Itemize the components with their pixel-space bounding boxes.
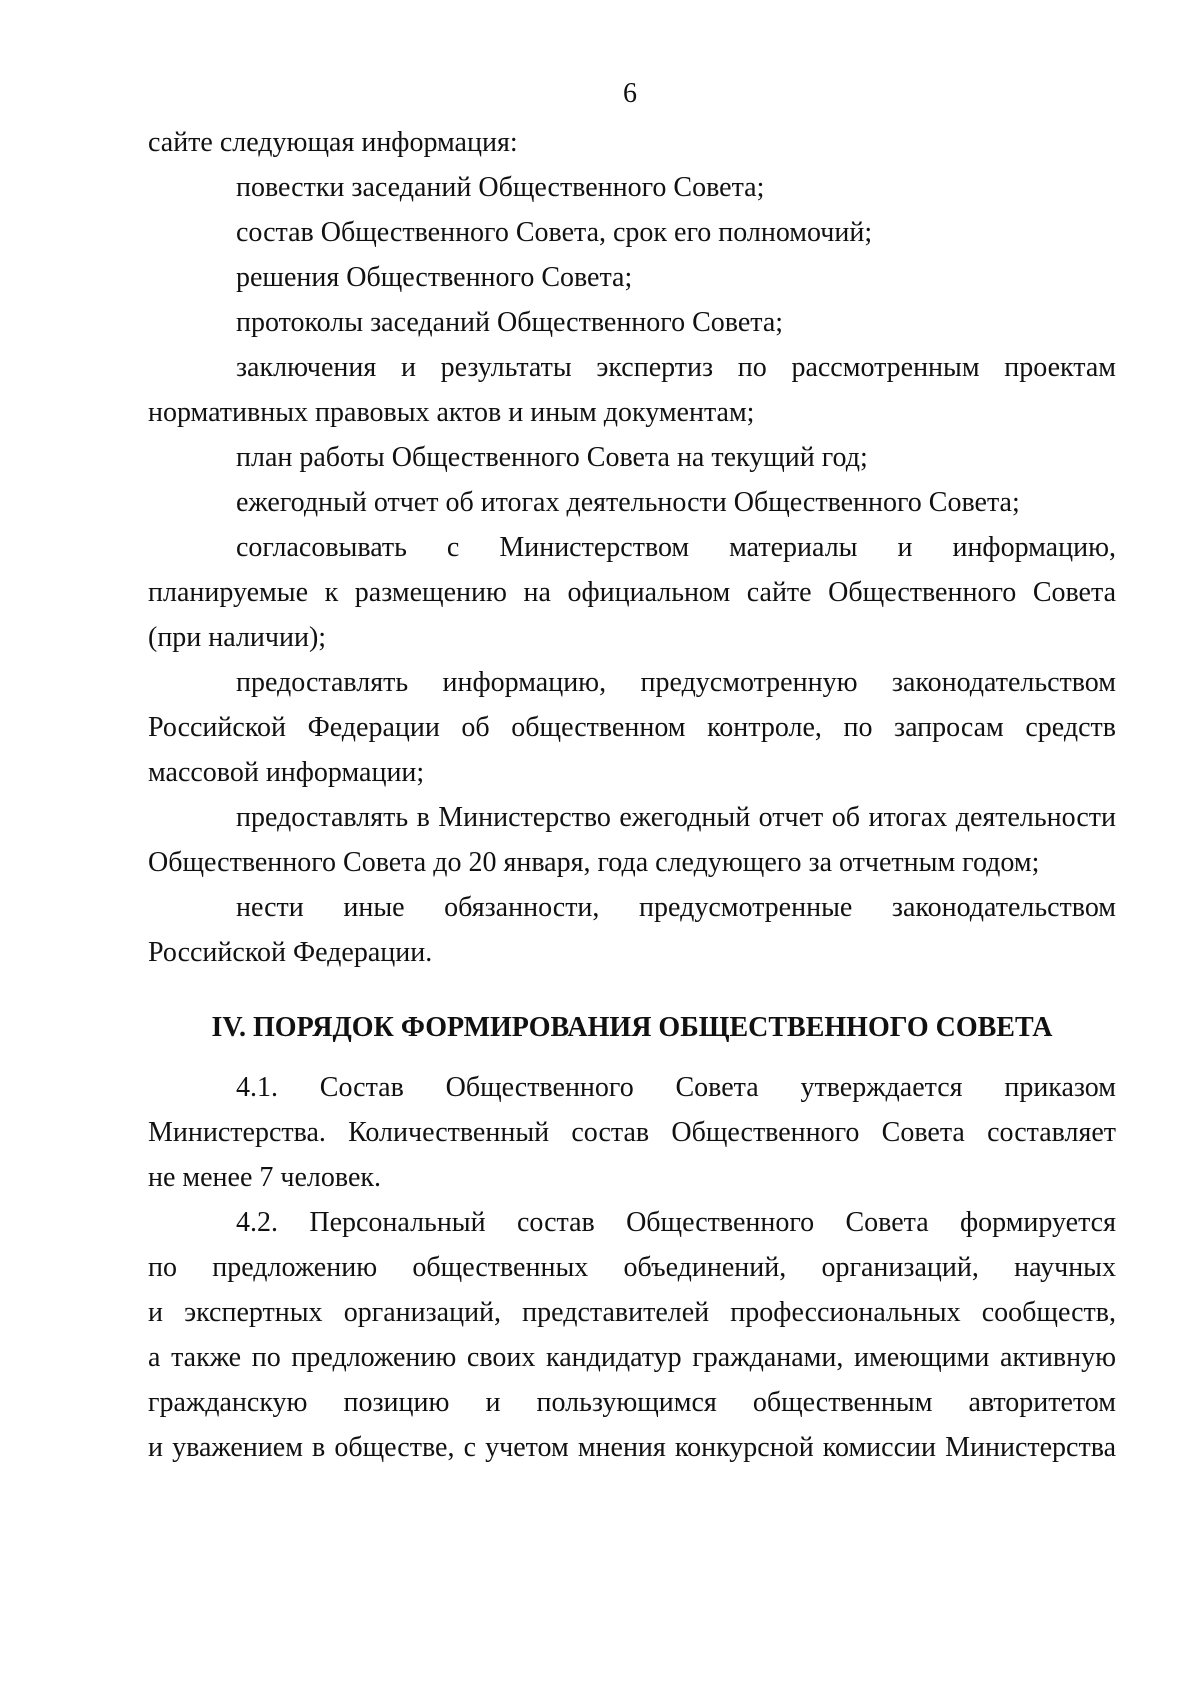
text-line: массовой информации; xyxy=(148,757,425,788)
text-line: планируемые к размещению на официальном сайте Общественного Совета xyxy=(148,577,1116,608)
text-line: нормативных правовых актов и иным документам; xyxy=(148,397,755,428)
text-line: протоколы заседаний Общественного Совета; xyxy=(236,307,784,338)
text-line: нести иные обязанности, предусмотренные законодательством xyxy=(236,892,1116,923)
page-number: 6 xyxy=(623,78,637,109)
text-line: ежегодный отчет об итогах деятельности Общественного Совета; xyxy=(236,487,1020,518)
section-heading: IV. ПОРЯДОК ФОРМИРОВАНИЯ ОБЩЕСТВЕННОГО СОВЕТА xyxy=(211,1012,1053,1043)
text-line: (при наличии); xyxy=(148,622,327,653)
text-line: согласовывать с Министерством материалы и информацию, xyxy=(236,532,1116,563)
text-line: решения Общественного Совета; xyxy=(236,262,633,293)
text-line: повестки заседаний Общественного Совета; xyxy=(236,172,765,203)
text-line: а также по предложению своих кандидатур гражданами, имеющими активную xyxy=(148,1342,1116,1373)
text-line: Министерства. Количественный состав Общественного Совета составляет xyxy=(148,1117,1116,1148)
text-line: и экспертных организаций, представителей профессиональных сообществ, xyxy=(148,1297,1116,1328)
text-line: заключения и результаты экспертиз по рассмотренным проектам xyxy=(236,352,1116,383)
text-line: Общественного Совета до 20 января, года следующего за отчетным годом; xyxy=(148,847,1040,878)
text-line: не менее 7 человек. xyxy=(148,1162,381,1193)
text-line: и уважением в обществе, с учетом мнения конкурсной комиссии Министерства xyxy=(148,1432,1116,1463)
text-line: по предложению общественных объединений, организаций, научных xyxy=(148,1252,1116,1283)
text-line: план работы Общественного Совета на текущий год; xyxy=(236,442,868,473)
text-line: Российской Федерации об общественном контроле, по запросам средств xyxy=(148,712,1116,743)
text-line: предоставлять в Министерство ежегодный отчет об итогах деятельности xyxy=(236,802,1116,833)
text-line: гражданскую позицию и пользующимся общественным авторитетом xyxy=(148,1387,1116,1418)
text-line: состав Общественного Совета, срок его полномочий; xyxy=(236,217,873,248)
text-line: сайте следующая информация: xyxy=(148,127,518,158)
text-line: предоставлять информацию, предусмотренную законодательством xyxy=(236,667,1116,698)
text-line: 4.1. Состав Общественного Совета утверждается приказом xyxy=(236,1072,1116,1103)
text-line: 4.2. Персональный состав Общественного Совета формируется xyxy=(236,1207,1116,1238)
text-line: Российской Федерации. xyxy=(148,937,433,968)
